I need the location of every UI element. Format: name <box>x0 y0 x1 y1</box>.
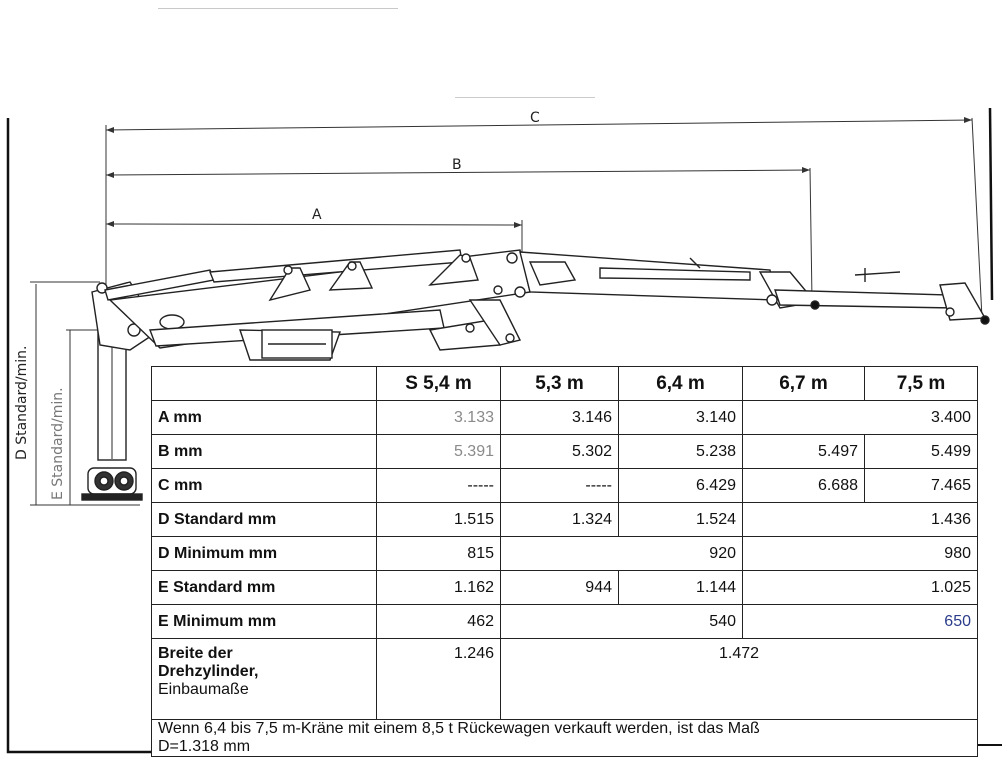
table-row <box>152 435 978 469</box>
dimension-e-label: E Standard/min. <box>50 387 66 500</box>
footnote-line1: Wenn 6,4 bis 7,5 m-Kräne mit einem 8,5 t Rückewagen verkauft werden, ist das Maß <box>158 720 760 737</box>
dimension-d-label: D Standard/min. <box>14 345 30 460</box>
cell-c-s54: ----- <box>377 469 501 503</box>
table-row <box>152 571 978 605</box>
footnote-line2: D=1.318 mm <box>158 738 251 755</box>
cell-a-64: 3.140 <box>619 401 743 435</box>
cell-dstd-64: 1.524 <box>619 503 743 537</box>
crane-column <box>82 330 142 500</box>
cell-b-67: 5.497 <box>743 435 865 469</box>
table-note-row <box>152 720 978 757</box>
cell-emin-s54: 462 <box>377 605 501 639</box>
cell-c-75: 7.465 <box>865 469 978 503</box>
row-label-e-standard: E Standard mm <box>152 571 377 605</box>
table-row <box>152 605 978 639</box>
cell-dstd-s54: 1.515 <box>377 503 501 537</box>
table-row <box>152 401 978 435</box>
cell-b-s54: 5.391 <box>377 435 501 469</box>
cell-a-67-75: 3.400 <box>743 401 978 435</box>
header-75: 7,5 m <box>865 367 978 401</box>
breite-label-line2: Drehzylinder, <box>158 663 259 680</box>
cell-dmin-53-64: 920 <box>501 537 743 571</box>
dimension-c-label: C <box>530 110 540 126</box>
cell-c-53: ----- <box>501 469 619 503</box>
frame-right-border <box>990 108 992 300</box>
cell-b-75: 5.499 <box>865 435 978 469</box>
row-label-a: A mm <box>152 401 377 435</box>
row-label-b: B mm <box>152 435 377 469</box>
dimension-a-label: A <box>312 207 322 223</box>
table-row <box>152 537 978 571</box>
cell-estd-53: 944 <box>501 571 619 605</box>
cell-breite-rest: 1.472 <box>501 639 978 720</box>
row-label-e-minimum: E Minimum mm <box>152 605 377 639</box>
cell-dstd-67-75: 1.436 <box>743 503 978 537</box>
cell-dmin-s54: 815 <box>377 537 501 571</box>
crane-spec-table <box>151 366 978 757</box>
header-empty <box>152 367 377 401</box>
table-footnote <box>152 720 978 757</box>
table-row <box>152 469 978 503</box>
dimension-arrowheads <box>106 117 972 228</box>
cell-a-s54: 3.133 <box>377 401 501 435</box>
cell-emin-67-75: 650 <box>743 605 978 639</box>
row-label-d-minimum: D Minimum mm <box>152 537 377 571</box>
cell-b-64: 5.238 <box>619 435 743 469</box>
header-s54: S 5,4 m <box>377 367 501 401</box>
table-row <box>152 503 978 537</box>
cell-breite-s54: 1.246 <box>377 639 501 720</box>
cell-estd-s54: 1.162 <box>377 571 501 605</box>
header-67: 6,7 m <box>743 367 865 401</box>
cell-estd-64: 1.144 <box>619 571 743 605</box>
cell-dstd-53: 1.324 <box>501 503 619 537</box>
cell-a-53: 3.146 <box>501 401 619 435</box>
cell-b-53: 5.302 <box>501 435 619 469</box>
header-53: 5,3 m <box>501 367 619 401</box>
dimension-b-label: B <box>452 157 462 173</box>
table-header-row <box>152 367 978 401</box>
row-label-c: C mm <box>152 469 377 503</box>
table-row <box>152 639 978 720</box>
header-64: 6,4 m <box>619 367 743 401</box>
cell-c-67: 6.688 <box>743 469 865 503</box>
cell-emin-53-64: 540 <box>501 605 743 639</box>
crane-boom <box>92 250 989 360</box>
row-label-breite <box>152 639 377 720</box>
cell-c-64: 6.429 <box>619 469 743 503</box>
breite-label-line3: Einbaumaße <box>158 681 249 698</box>
cell-estd-67-75: 1.025 <box>743 571 978 605</box>
row-label-d-standard: D Standard mm <box>152 503 377 537</box>
cell-dmin-67-75: 980 <box>743 537 978 571</box>
breite-label-line1: Breite der <box>158 645 233 662</box>
